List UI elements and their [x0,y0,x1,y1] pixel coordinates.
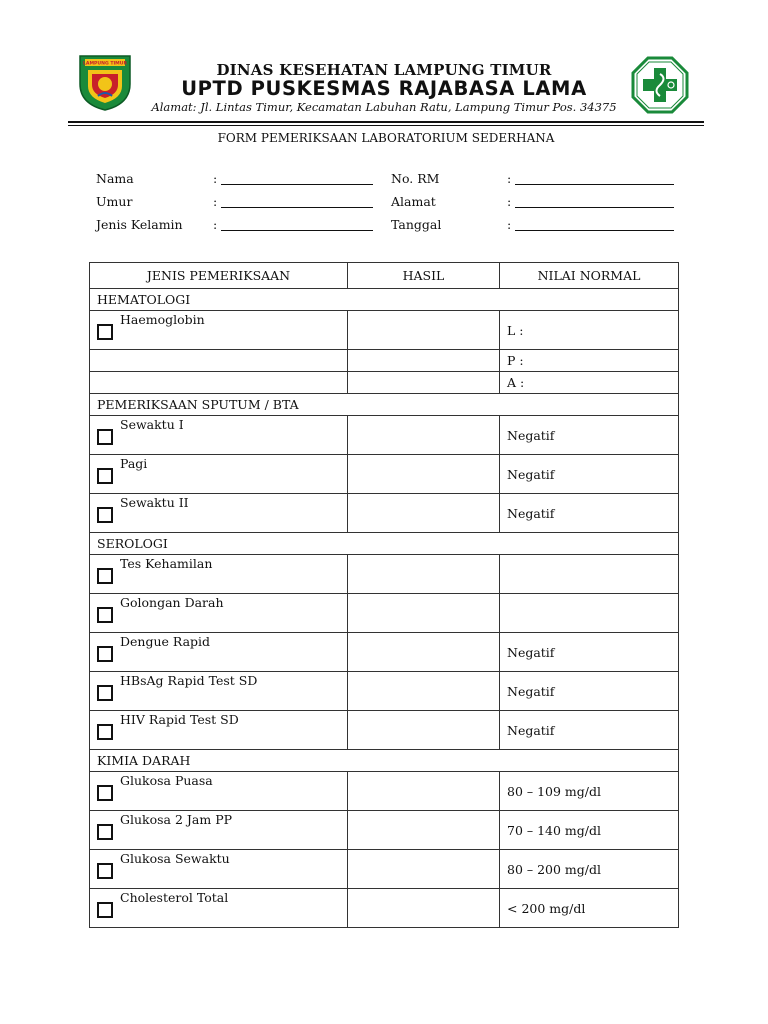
result-cell[interactable] [348,633,500,672]
field-colon: : [507,194,512,209]
test-label: Sewaktu II [120,495,189,510]
test-row [90,711,679,750]
result-cell[interactable] [348,455,500,494]
test-name-cell [90,711,348,750]
section-row [90,750,679,772]
result-cell[interactable] [348,850,500,889]
test-label: Golongan Darah [120,595,224,610]
section-row [90,394,679,416]
test-checkbox[interactable] [97,607,113,623]
umur-field[interactable] [221,207,373,208]
header-rule-thin [68,125,704,126]
test-name-cell [90,494,348,533]
test-checkbox[interactable] [97,646,113,662]
test-row [90,672,679,711]
test-name-cell [90,555,348,594]
header-jenis-pemeriksaan: JENIS PEMERIKSAAN [90,263,348,289]
test-name-cell [90,416,348,455]
test-label: Tes Kehamilan [120,556,213,571]
result-cell[interactable] [348,372,500,394]
field-label-nama: Nama [96,171,134,186]
result-cell[interactable] [348,672,500,711]
result-cell[interactable] [348,711,500,750]
test-name-cell [90,772,348,811]
test-row [90,416,679,455]
result-cell[interactable] [348,494,500,533]
test-label: HBsAg Rapid Test SD [120,673,258,688]
normal-value-cell: P : [500,350,679,372]
test-row [90,633,679,672]
normal-value-cell: Negatif [500,416,679,455]
test-checkbox[interactable] [97,902,113,918]
result-cell[interactable] [348,811,500,850]
section-row [90,289,679,311]
empty-cell [90,372,348,394]
result-cell[interactable] [348,350,500,372]
test-label: Cholesterol Total [120,890,229,905]
test-checkbox[interactable] [97,429,113,445]
test-label: HIV Rapid Test SD [120,712,239,727]
agency-name: DINAS KESEHATAN LAMPUNG TIMUR [216,61,552,79]
test-name-cell [90,311,348,350]
normal-value-cell: Negatif [500,672,679,711]
test-label: Glukosa Puasa [120,773,213,788]
section-title: KIMIA DARAH [90,750,679,772]
test-row [90,772,679,811]
test-checkbox[interactable] [97,785,113,801]
test-checkbox[interactable] [97,685,113,701]
lampung-timur-logo [78,54,132,112]
field-colon: : [507,217,512,232]
result-cell[interactable] [348,311,500,350]
field-colon: : [213,194,218,209]
section-title: HEMATOLOGI [90,289,679,311]
normal-value-cell: A : [500,372,679,394]
test-label: Haemoglobin [120,312,205,327]
form-title: FORM PEMERIKSAAN LABORATORIUM SEDERHANA [217,131,555,145]
test-checkbox[interactable] [97,568,113,584]
header-nilai-normal: NILAI NORMAL [500,263,679,289]
normal-value-cell: < 200 mg/dl [500,889,679,928]
normal-value-cell: 70 – 140 mg/dl [500,811,679,850]
section-title: PEMERIKSAAN SPUTUM / BTA [90,394,679,416]
section-title: SEROLOGI [90,533,679,555]
test-checkbox[interactable] [97,468,113,484]
normal-value-cell: Negatif [500,633,679,672]
test-row [90,850,679,889]
facility-name: UPTD PUSKESMAS RAJABASA LAMA [181,77,587,100]
field-label-alamat: Alamat [391,194,436,209]
header-hasil: HASIL [348,263,500,289]
test-name-cell [90,672,348,711]
test-row [90,811,679,850]
field-label-tanggal: Tanggal [391,217,442,232]
result-cell[interactable] [348,416,500,455]
result-cell[interactable] [348,555,500,594]
normal-value-cell: L : [500,311,679,350]
field-label-jenis-kelamin: Jenis Kelamin [96,217,183,232]
puskesmas-logo [631,56,689,114]
result-cell[interactable] [348,772,500,811]
test-checkbox[interactable] [97,724,113,740]
table-header-row [90,263,679,289]
lab-table [89,262,679,928]
test-name-cell [90,889,348,928]
test-checkbox[interactable] [97,324,113,340]
field-colon: : [213,171,218,186]
test-row [90,555,679,594]
test-label: Pagi [120,456,148,471]
test-name-cell [90,633,348,672]
normal-value-cell: 80 – 200 mg/dl [500,850,679,889]
result-cell[interactable] [348,594,500,633]
sub-row [90,372,679,394]
normal-value-cell: Negatif [500,494,679,533]
normal-value-cell: Negatif [500,455,679,494]
field-colon: : [507,171,512,186]
test-row [90,494,679,533]
test-name-cell [90,811,348,850]
test-checkbox[interactable] [97,863,113,879]
test-row [90,311,679,350]
test-name-cell [90,455,348,494]
normal-value-cell: Negatif [500,711,679,750]
normal-value-cell: 80 – 109 mg/dl [500,772,679,811]
normal-value-cell [500,594,679,633]
section-row [90,533,679,555]
test-name-cell [90,850,348,889]
test-row [90,455,679,494]
field-colon: : [213,217,218,232]
field-label-no-rm: No. RM [391,171,440,186]
test-row [90,889,679,928]
test-name-cell [90,594,348,633]
sub-row [90,350,679,372]
nama-field[interactable] [221,184,373,185]
alamat-field[interactable] [515,207,674,208]
facility-address: Alamat: Jl. Lintas Timur, Kecamatan Labuhan Ratu, Lampung Timur Pos. 34375 [151,100,617,114]
normal-value-cell [500,555,679,594]
test-label: Dengue Rapid [120,634,211,649]
test-label: Glukosa 2 Jam PP [120,812,233,827]
test-row [90,594,679,633]
test-checkbox[interactable] [97,824,113,840]
test-checkbox[interactable] [97,507,113,523]
no-rm-field[interactable] [515,184,674,185]
test-label: Glukosa Sewaktu [120,851,230,866]
test-label: Sewaktu I [120,417,184,432]
jenis-kelamin-field[interactable] [221,230,373,231]
empty-cell [90,350,348,372]
header-rule-thick [68,121,704,123]
result-cell[interactable] [348,889,500,928]
tanggal-field[interactable] [515,230,674,231]
field-label-umur: Umur [96,194,133,209]
logo-text: LAMPUNG TIMUR [82,61,128,67]
